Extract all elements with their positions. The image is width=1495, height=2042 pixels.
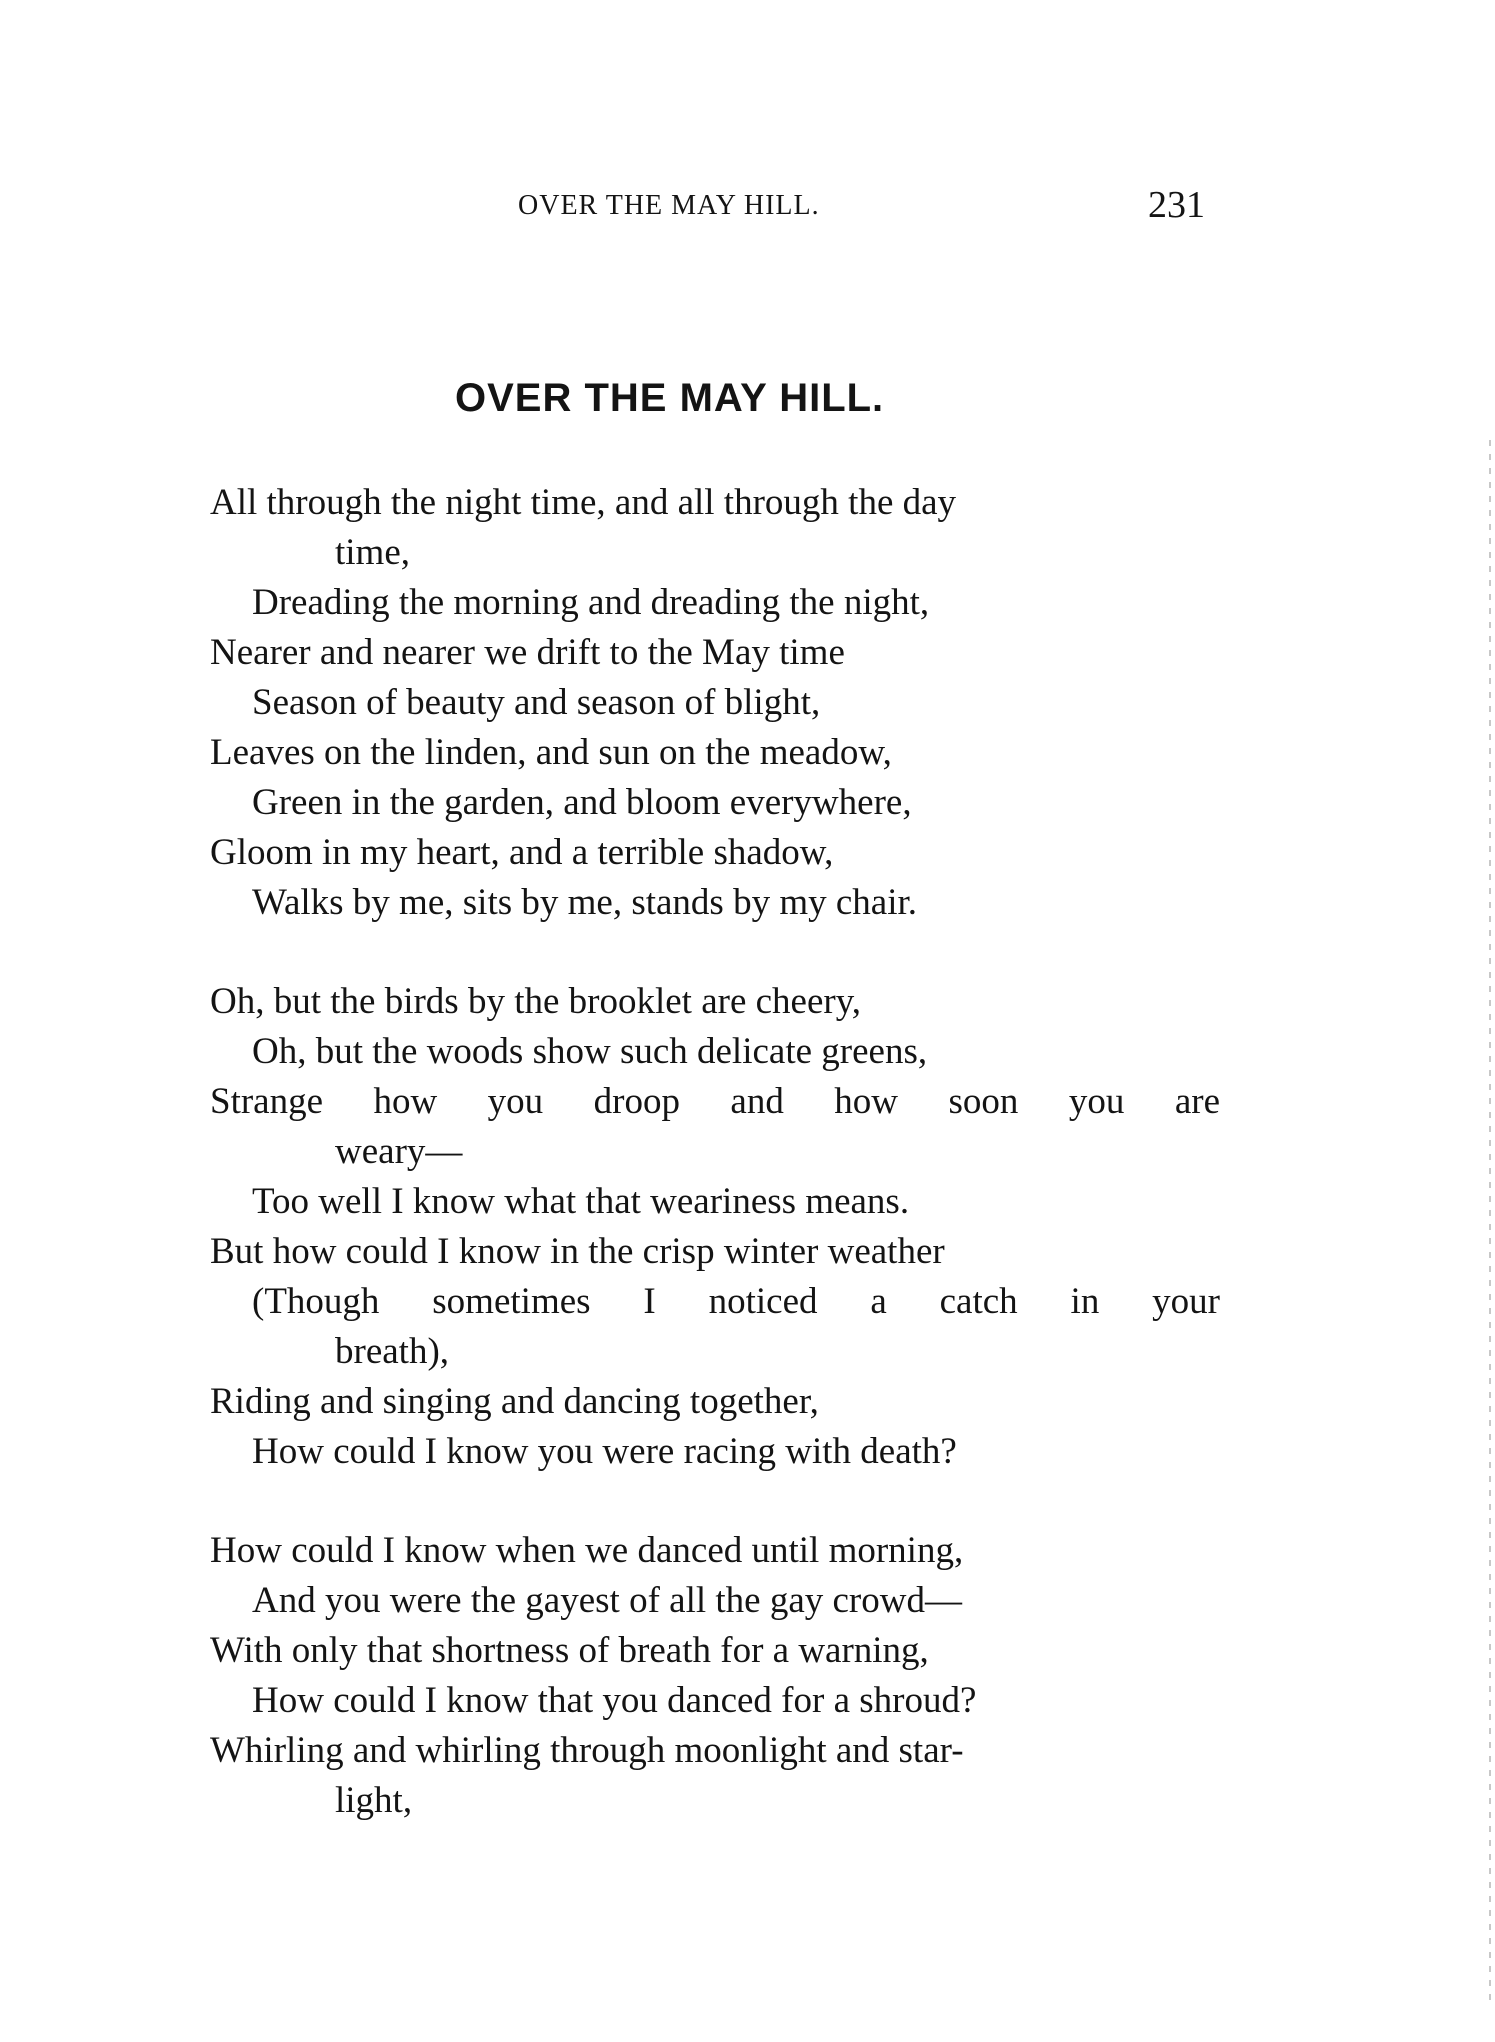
poem-line: Whirling and whirling through moonlight and star- — [210, 1730, 964, 1771]
poem-line: Gloom in my heart, and a terrible shadow, — [210, 832, 834, 873]
poem-line: But how could I know in the crisp winter weather — [210, 1231, 945, 1272]
poem-line: How could I know you were racing with death? — [252, 1431, 957, 1472]
poem-line: Riding and singing and dancing together, — [210, 1381, 819, 1422]
poem-line: Nearer and nearer we drift to the May time — [210, 632, 845, 673]
poem-line: All through the night time, and all through the day — [210, 482, 957, 523]
poem-line: weary— — [335, 1131, 463, 1172]
poem-line: Leaves on the linden, and sun on the meadow, — [210, 732, 892, 773]
poem-line: And you were the gayest of all the gay crowd— — [252, 1580, 962, 1621]
poem-line: Walks by me, sits by me, stands by my chair. — [252, 882, 918, 923]
poem-line: How could I know that you danced for a shroud? — [252, 1680, 977, 1721]
running-head: OVER THE MAY HILL. — [518, 190, 820, 221]
page-number: 231 — [1148, 184, 1205, 226]
poem-line: Dreading the morning and dreading the night, — [252, 582, 930, 623]
poem-body — [210, 478, 1220, 1875]
poem-line: time, — [335, 532, 411, 573]
poem-line: With only that shortness of breath for a warning, — [210, 1630, 929, 1671]
poem-title: OVER THE MAY HILL. — [455, 376, 885, 420]
stanza — [210, 1526, 1220, 1826]
page-edge-dots — [1489, 440, 1491, 2000]
poem-line: breath), — [335, 1331, 450, 1372]
poem-line: Season of beauty and season of blight, — [252, 682, 821, 723]
stanza — [210, 478, 1220, 928]
poem-line: Strange how you droop and how soon you are — [210, 1081, 1220, 1122]
stanza — [210, 977, 1220, 1477]
poem-line: Too well I know what that weariness means. — [252, 1181, 910, 1222]
poem-line: Green in the garden, and bloom everywhere, — [252, 782, 912, 823]
poem-line: light, — [335, 1780, 413, 1821]
poem-line: Oh, but the birds by the brooklet are cheery, — [210, 981, 862, 1022]
poem-line: How could I know when we danced until morning, — [210, 1530, 964, 1571]
poem-line: (Though sometimes I noticed a catch in your — [252, 1281, 1220, 1322]
poem-line: Oh, but the woods show such delicate greens, — [252, 1031, 928, 1072]
